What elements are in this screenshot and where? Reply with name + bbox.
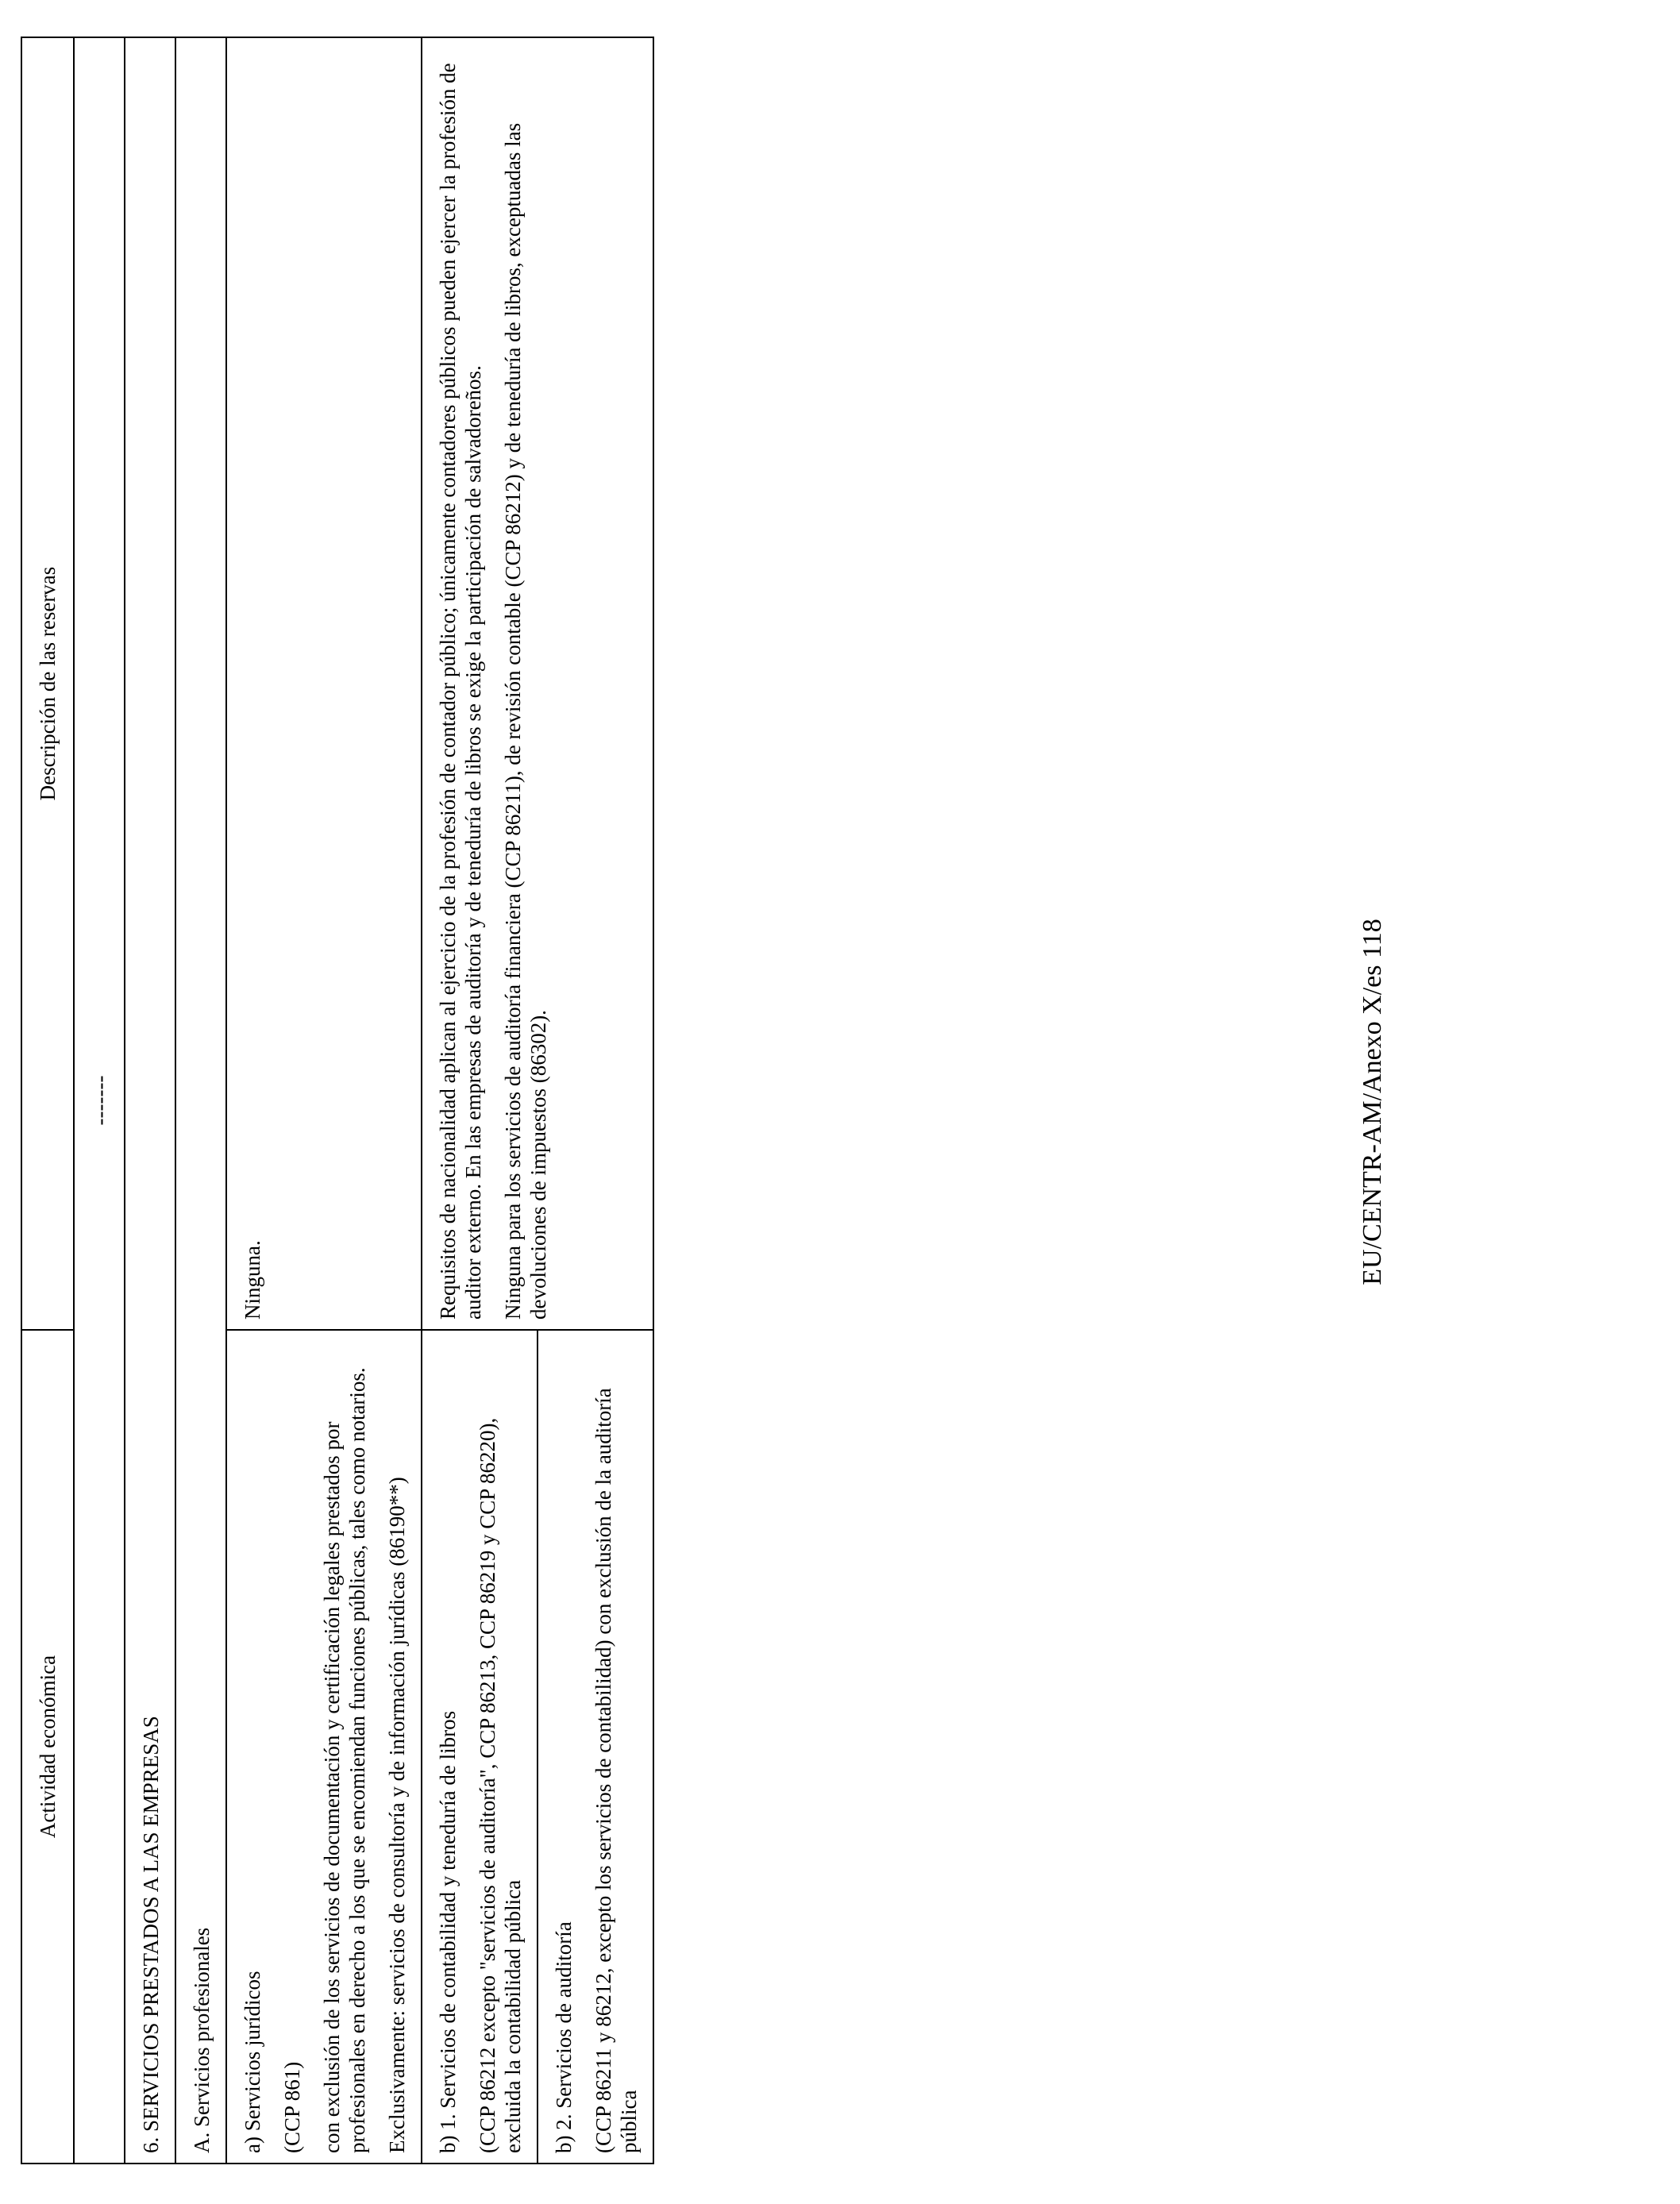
activity-text: (CCP 861) [280,2061,304,2153]
header-description: Descripción de las reservas [21,37,74,1330]
description-text: Ninguna. [241,1240,264,1320]
description-text: Ninguna para los servicios de auditoría financiera (CCP 86211), de revisión contable (CCP 86212) y de teneduría de libros, exceptuadas las devoluciones de impuestos (86302). [501,122,550,1320]
activity-cell [422,1330,538,2164]
table-row [422,37,538,2164]
description-cell [422,37,653,1330]
activity-text: Exclusivamente: servicios de consultoría y de información jurídicas (86190**) [385,1477,409,2153]
page-footer: EU/CENTR-AM/Anexo X/es 118 [1358,919,1387,1285]
activity-cell [226,1330,422,2164]
reservations-table [21,37,654,2164]
table-row [226,37,422,2164]
header-activity: Actividad económica [21,1330,74,2164]
subsection-title: A. Servicios profesionales [175,37,226,2164]
description-cell [226,37,422,1330]
description-text: Requisitos de nacionalidad aplican al ejercicio de la profesión de contador público; únicamente contadores públicos pueden ejercer la profesión de auditor externo. En las empresas de auditoría y de teneduría de libros se exige la participación de salvadoreños. [436,63,485,1320]
header-row [21,37,74,2164]
section-title: 6. SERVICIOS PRESTADOS A LAS EMPRESAS [125,37,175,2164]
activity-text: b) 2. Servicios de auditoría [552,1921,576,2153]
section-row [125,37,175,2164]
activity-text: (CCP 86211 y 86212, excepto los servicios de contabilidad) con exclusión de la auditoría pública [591,1388,641,2153]
activity-cell [538,1330,653,2164]
activity-text: b) 1. Servicios de contabilidad y teneduría de libros [436,1710,460,2153]
activity-text: con exclusión de los servicios de documentación y certificación legales prestados por profesionales en derecho a los que se encomiendan funciones públicas, tales como notarios. [320,1367,369,2153]
activity-text: (CCP 86212 excepto "servicios de auditoría", CCP 86213, CCP 86219 y CCP 86220), excluida la contabilidad pública [476,1417,525,2153]
activity-text: a) Servicios jurídicos [241,1971,264,2153]
dash-row [74,37,125,2164]
dash-cell: ------- [74,37,125,2164]
subsection-row [175,37,226,2164]
